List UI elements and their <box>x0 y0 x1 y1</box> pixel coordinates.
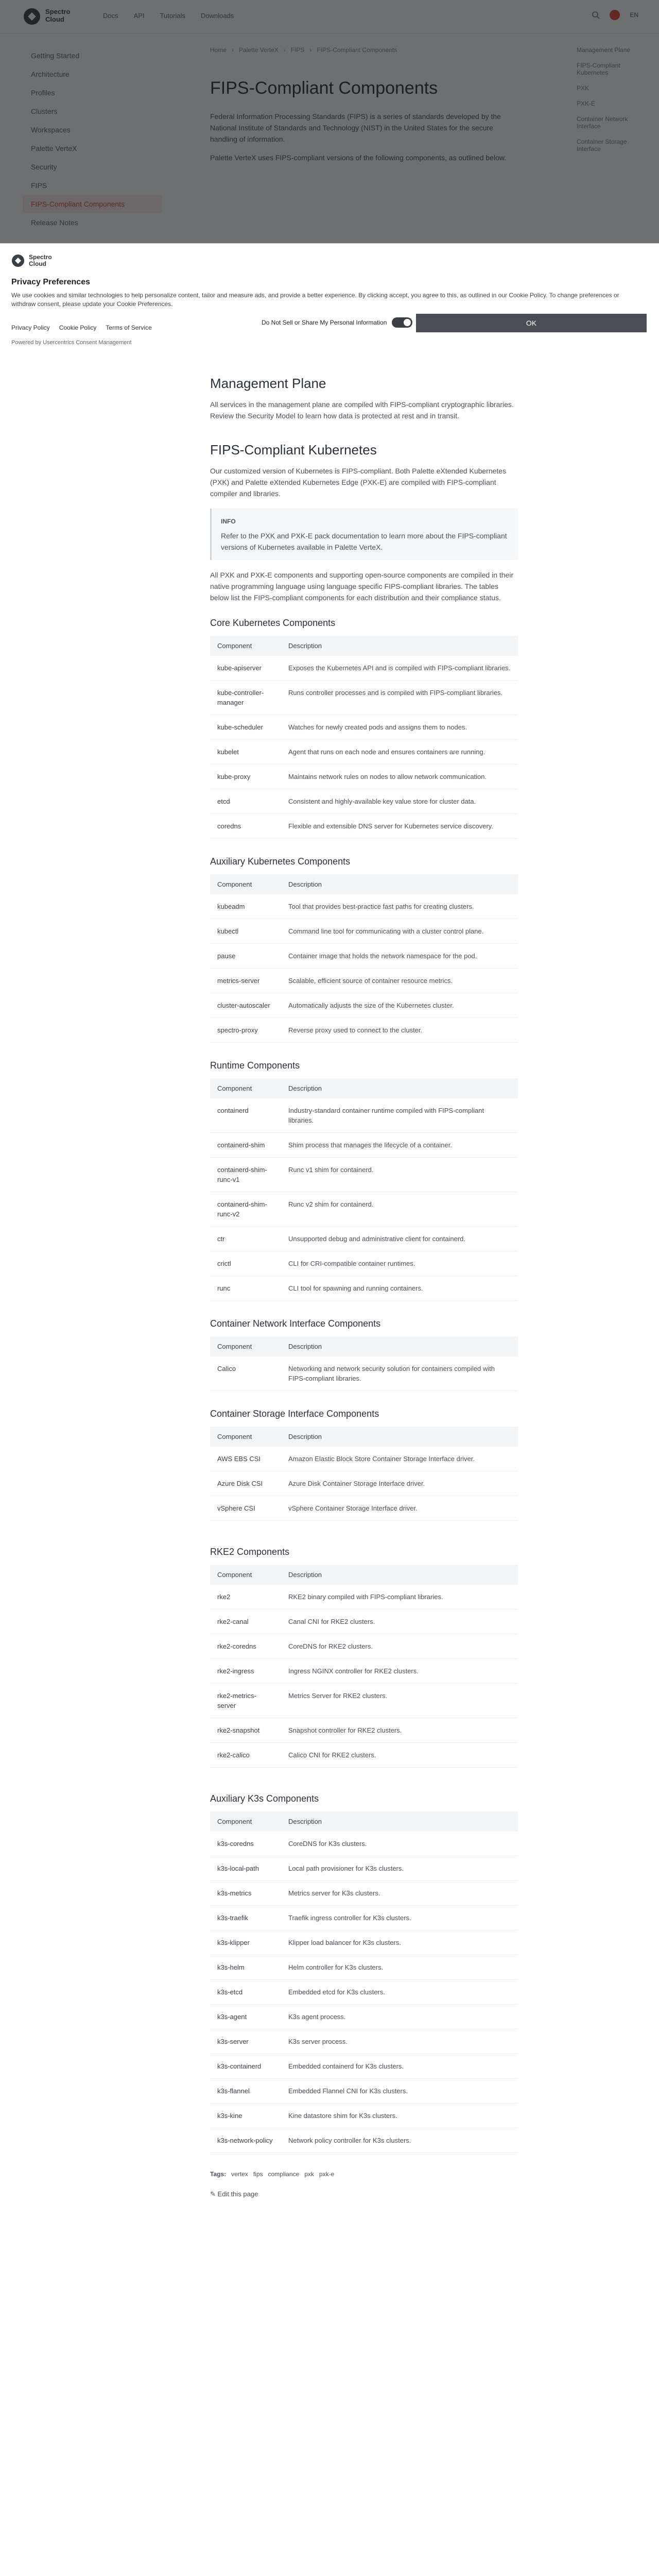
table-cell: CoreDNS for RKE2 clusters. <box>281 1634 518 1659</box>
section-heading: FIPS-Compliant Kubernetes <box>210 442 377 457</box>
table-cell: Runc v1 shim for containerd. <box>281 1158 518 1192</box>
tag-link[interactable]: pxk <box>304 2171 314 2178</box>
table-cell: etcd <box>210 789 281 814</box>
table-row <box>210 656 518 681</box>
table-cell: Helm controller for K3s clusters. <box>281 1955 518 1980</box>
table-row <box>210 1585 518 1609</box>
table-cell: k3s-coredns <box>210 1832 281 1856</box>
table-cell: Metrics server for K3s clusters. <box>281 1881 518 1906</box>
consent-title: Privacy Preferences <box>11 278 90 286</box>
table-cell: Kine datastore shim for K3s clusters. <box>281 2104 518 2128</box>
table-cell: crictl <box>210 1251 281 1276</box>
table-cell: spectro-proxy <box>210 1018 281 1043</box>
table-cell: Reverse proxy used to connect to the cluster. <box>281 1018 518 1043</box>
table-cell: k3s-traefik <box>210 1906 281 1930</box>
table-cell: Industry-standard container runtime compiled with FIPS-compliant libraries. <box>281 1098 518 1133</box>
table-cell: Networking and network security solution for containers compiled with FIPS-compliant libraries. <box>281 1357 518 1391</box>
table-cell: CLI tool for spawning and running containers. <box>281 1276 518 1301</box>
table-row <box>210 2104 518 2128</box>
table-cell: kube-controller-manager <box>210 681 281 715</box>
table-cell: k3s-agent <box>210 2005 281 2029</box>
tag-link[interactable]: vertex <box>231 2171 248 2178</box>
table-cell: K3s agent process. <box>281 2005 518 2029</box>
paragraph: All services in the management plane are compiled with FIPS-compliant cryptographic libraries. Review the Security Model to learn how data is protected at rest and in transit. <box>210 400 514 420</box>
table-row <box>210 1098 518 1133</box>
table-cell: Unsupported debug and administrative client for containerd. <box>281 1227 518 1251</box>
table-cell: Metrics Server for RKE2 clusters. <box>281 1684 518 1718</box>
table-cell: k3s-klipper <box>210 1930 281 1955</box>
note-title: INFO <box>221 518 236 525</box>
csi-components-table <box>210 1427 518 1521</box>
table-row <box>210 1881 518 1906</box>
consent-banner <box>0 243 659 367</box>
table-cell: kubeadm <box>210 894 281 919</box>
table-row <box>210 1192 518 1227</box>
tag-link[interactable]: fips <box>253 2171 263 2178</box>
table-cell: containerd <box>210 1098 281 1133</box>
table-row <box>210 2128 518 2153</box>
table-cell: Network policy controller for K3s clusters. <box>281 2128 518 2153</box>
table-cell: Flexible and extensible DNS server for Kubernetes service discovery. <box>281 814 518 839</box>
table-cell: k3s-helm <box>210 1955 281 1980</box>
table-row <box>210 1743 518 1768</box>
table-header-cell: Description <box>281 874 518 894</box>
do-not-sell-toggle[interactable] <box>392 317 412 328</box>
consent-links <box>11 324 152 331</box>
table-cell: Runc v2 shim for containerd. <box>281 1192 518 1227</box>
table-row <box>210 2054 518 2079</box>
table-header-cell: Component <box>210 1427 281 1447</box>
table-heading: Container Storage Interface Components <box>210 1409 379 1419</box>
cookie-policy-link[interactable]: Cookie Policy <box>59 324 97 331</box>
table-cell: Scalable, efficient source of container resource metrics. <box>281 969 518 993</box>
table-cell: rke2 <box>210 1585 281 1609</box>
table-row <box>210 1856 518 1881</box>
do-not-sell-toggle-row <box>262 317 412 328</box>
core-components-table <box>210 636 518 839</box>
table-header-cell: Description <box>281 1565 518 1585</box>
table-row <box>210 1357 518 1391</box>
tags-label: Tags: <box>210 2171 227 2178</box>
table-cell: Command line tool for communicating with a cluster control plane. <box>281 919 518 944</box>
table-row <box>210 969 518 993</box>
table-cell: k3s-metrics <box>210 1881 281 1906</box>
table-header-cell: Description <box>281 1078 518 1098</box>
table-heading: Core Kubernetes Components <box>210 618 336 628</box>
table-row <box>210 789 518 814</box>
table-heading: Auxiliary Kubernetes Components <box>210 856 351 867</box>
table-cell: Consistent and highly-available key value store for cluster data. <box>281 789 518 814</box>
cni-components-table <box>210 1336 518 1391</box>
table-header-cell: Description <box>281 1336 518 1357</box>
table-cell: pause <box>210 944 281 969</box>
table-cell: Canal CNI for RKE2 clusters. <box>281 1609 518 1634</box>
table-cell: k3s-containerd <box>210 2054 281 2079</box>
table-cell: Azure Disk CSI <box>210 1471 281 1496</box>
table-row <box>210 1251 518 1276</box>
table-header-cell: Component <box>210 636 281 656</box>
table-header-cell: Component <box>210 1336 281 1357</box>
runtime-components-table <box>210 1078 518 1301</box>
consent-description: We use cookies and similar technologies to help personalize content, tailor and measure ads, and provide a better experience. By clicking accept, you agree to this, as outlined in our Cookie Policy. To change preferences or withdraw consent, please update your Cookie Preferences. <box>11 292 619 308</box>
tag-link[interactable]: pxk-e <box>319 2171 335 2178</box>
table-cell: rke2-metrics-server <box>210 1684 281 1718</box>
table-cell: CoreDNS for K3s clusters. <box>281 1832 518 1856</box>
table-cell: kubelet <box>210 740 281 765</box>
tags-row <box>210 2171 518 2178</box>
table-cell: rke2-calico <box>210 1743 281 1768</box>
paragraph: All PXK and PXK-E components and supporting open-source components are compiled in their native programming language using language specific FIPS-compliant libraries. The tables below list the FIPS-compliant components for each distribution and their compliance status. <box>210 571 514 602</box>
table-cell: Runs controller processes and is compiled with FIPS-compliant libraries. <box>281 681 518 715</box>
table-header-cell: Component <box>210 1811 281 1832</box>
table-cell: Klipper load balancer for K3s clusters. <box>281 1930 518 1955</box>
spectro-cloud-logo-icon <box>11 254 25 267</box>
k3s-components-table <box>210 1811 518 2153</box>
table-cell: k3s-flannel <box>210 2079 281 2104</box>
table-row <box>210 993 518 1018</box>
table-cell: Shim process that manages the lifecycle of a container. <box>281 1133 518 1158</box>
table-cell: Embedded etcd for K3s clusters. <box>281 1980 518 2005</box>
table-cell: K3s server process. <box>281 2029 518 2054</box>
table-cell: Automatically adjusts the size of the Kubernetes cluster. <box>281 993 518 1018</box>
table-row <box>210 740 518 765</box>
table-row <box>210 1659 518 1684</box>
table-heading: Runtime Components <box>210 1060 300 1071</box>
table-row <box>210 1718 518 1743</box>
table-cell: k3s-network-policy <box>210 2128 281 2153</box>
table-row <box>210 1227 518 1251</box>
table-row <box>210 2029 518 2054</box>
table-cell: vSphere Container Storage Interface driver. <box>281 1496 518 1521</box>
table-row <box>210 1684 518 1718</box>
table-row <box>210 1906 518 1930</box>
toggle-label: Do Not Sell or Share My Personal Information <box>262 319 387 326</box>
table-row <box>210 919 518 944</box>
table-row <box>210 715 518 740</box>
table-cell: k3s-etcd <box>210 1980 281 2005</box>
table-row <box>210 944 518 969</box>
info-note <box>210 509 518 560</box>
table-cell: kube-proxy <box>210 765 281 789</box>
table-cell: Amazon Elastic Block Store Container Storage Interface driver. <box>281 1447 518 1471</box>
table-cell: ctr <box>210 1227 281 1251</box>
table-heading: Container Network Interface Components <box>210 1318 381 1329</box>
terms-link[interactable]: Terms of Service <box>106 324 152 331</box>
table-row <box>210 681 518 715</box>
table-cell: Tool that provides best-practice fast paths for creating clusters. <box>281 894 518 919</box>
tag-link[interactable]: compliance <box>268 2171 300 2178</box>
table-cell: Azure Disk Container Storage Interface driver. <box>281 1471 518 1496</box>
table-cell: containerd-shim-runc-v2 <box>210 1192 281 1227</box>
table-cell: Local path provisioner for K3s clusters. <box>281 1856 518 1881</box>
table-row <box>210 2005 518 2029</box>
paragraph: Our customized version of Kubernetes is FIPS-compliant. Both Palette eXtended Kubernetes (PXK) and Palette eXtended Kubernetes Edge (PXK-E) are compiled with FIPS-compliant compiler and libraries. <box>210 467 507 498</box>
table-cell: CLI for CRI-compatible container runtimes. <box>281 1251 518 1276</box>
table-cell: Agent that runs on each node and ensures containers are running. <box>281 740 518 765</box>
table-cell: metrics-server <box>210 969 281 993</box>
table-cell: runc <box>210 1276 281 1301</box>
table-row <box>210 814 518 839</box>
table-row <box>210 894 518 919</box>
table-cell: rke2-canal <box>210 1609 281 1634</box>
table-row <box>210 1447 518 1471</box>
aux-components-table <box>210 874 518 1043</box>
edit-icon: ✎ <box>210 2190 216 2198</box>
table-row <box>210 765 518 789</box>
privacy-policy-link[interactable]: Privacy Policy <box>11 324 50 331</box>
table-row <box>210 1609 518 1634</box>
table-row <box>210 1634 518 1659</box>
table-row <box>210 1018 518 1043</box>
note-text: Refer to the PXK and PXK-E pack documentation to learn more about the FIPS-compliant versions of Kubernetes available in Palette VerteX. <box>221 532 507 551</box>
table-row <box>210 1832 518 1856</box>
table-cell: Maintains network rules on nodes to allow network communication. <box>281 765 518 789</box>
table-row <box>210 1158 518 1192</box>
table-cell: vSphere CSI <box>210 1496 281 1521</box>
table-cell: rke2-snapshot <box>210 1718 281 1743</box>
table-cell: Container image that holds the network namespace for the pod. <box>281 944 518 969</box>
table-row <box>210 1276 518 1301</box>
table-cell: Snapshot controller for RKE2 clusters. <box>281 1718 518 1743</box>
table-cell: containerd-shim-runc-v1 <box>210 1158 281 1192</box>
table-cell: Traefik ingress controller for K3s clusters. <box>281 1906 518 1930</box>
table-cell: rke2-coredns <box>210 1634 281 1659</box>
table-cell: Embedded containerd for K3s clusters. <box>281 2054 518 2079</box>
table-header-cell: Description <box>281 1427 518 1447</box>
table-heading: RKE2 Components <box>210 1547 290 1557</box>
table-row <box>210 1471 518 1496</box>
table-cell: AWS EBS CSI <box>210 1447 281 1471</box>
section-heading: Management Plane <box>210 376 326 391</box>
table-header-cell: Component <box>210 1565 281 1585</box>
table-cell: containerd-shim <box>210 1133 281 1158</box>
rke-components-table <box>210 1565 518 1768</box>
table-cell: Exposes the Kubernetes API and is compiled with FIPS-compliant libraries. <box>281 656 518 681</box>
table-row <box>210 1955 518 1980</box>
table-cell: k3s-server <box>210 2029 281 2054</box>
table-cell: kube-apiserver <box>210 656 281 681</box>
table-row <box>210 1496 518 1521</box>
table-cell: RKE2 binary compiled with FIPS-compliant libraries. <box>281 1585 518 1609</box>
table-row <box>210 1980 518 2005</box>
table-cell: rke2-ingress <box>210 1659 281 1684</box>
table-cell: Calico CNI for RKE2 clusters. <box>281 1743 518 1768</box>
table-cell: kube-scheduler <box>210 715 281 740</box>
table-header-cell: Description <box>281 1811 518 1832</box>
table-header-cell: Description <box>281 636 518 656</box>
table-cell: k3s-local-path <box>210 1856 281 1881</box>
table-cell: Embedded Flannel CNI for K3s clusters. <box>281 2079 518 2104</box>
table-header-cell: Component <box>210 874 281 894</box>
table-cell: Ingress NGINX controller for RKE2 clusters. <box>281 1659 518 1684</box>
consent-brand: Spectro Cloud <box>11 254 52 267</box>
table-cell: cluster-autoscaler <box>210 993 281 1018</box>
table-heading: Auxiliary K3s Components <box>210 1793 319 1804</box>
table-row <box>210 2079 518 2104</box>
edit-page-link[interactable]: ✎ Edit this page <box>210 2190 258 2198</box>
table-row <box>210 1133 518 1158</box>
table-cell: coredns <box>210 814 281 839</box>
table-cell: kubectl <box>210 919 281 944</box>
table-cell: Watches for newly created pods and assigns them to nodes. <box>281 715 518 740</box>
accept-button[interactable]: OK <box>416 314 647 332</box>
table-row <box>210 1930 518 1955</box>
table-header-cell: Component <box>210 1078 281 1098</box>
powered-by: Powered by Usercentrics Consent Management <box>11 340 132 346</box>
table-cell: Calico <box>210 1357 281 1391</box>
table-cell: k3s-kine <box>210 2104 281 2128</box>
